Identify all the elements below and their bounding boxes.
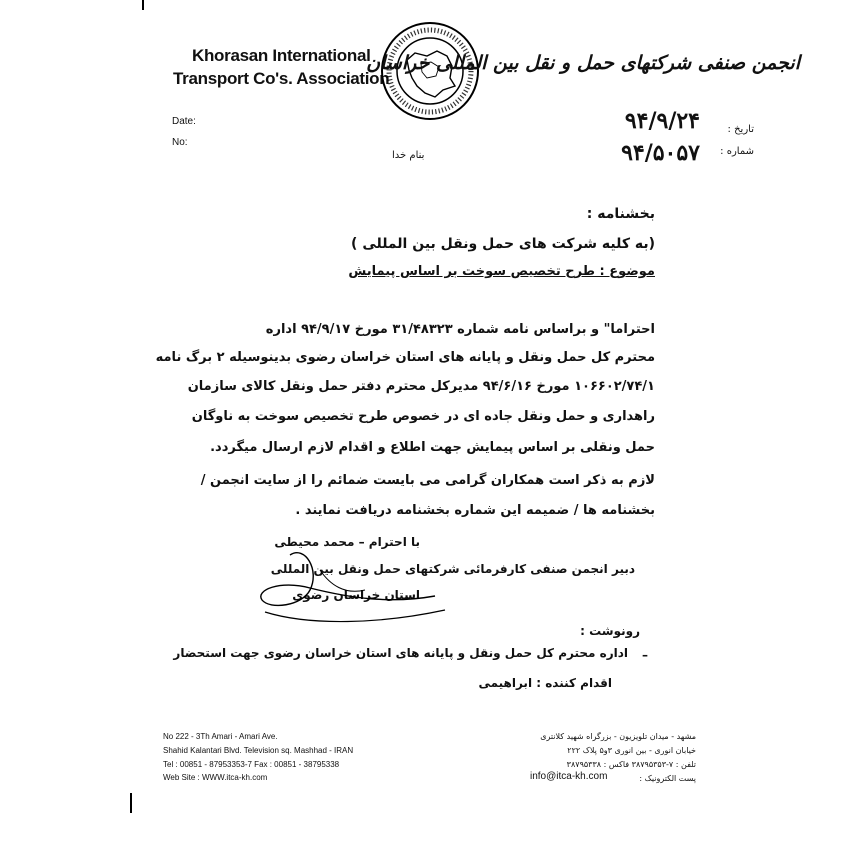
body-line: احتراما" و براساس نامه شماره ۳۱/۴۸۳۲۳ مورخ ۹۴/۹/۱۷ اداره <box>265 322 655 337</box>
invocation: بنام خدا <box>392 150 425 161</box>
footer-website: Web Site : WWW.itca-kh.com <box>163 773 268 782</box>
body-line: بخشنامه ها / ضمیمه این شماره بخشنامه دریافت نمایند . <box>295 503 655 518</box>
addressee: (به کلیه شرکت های حمل ونقل بین المللی ) <box>351 236 655 252</box>
action-by: اقدام کننده : ابراهیمی <box>478 676 612 690</box>
number-label-fa: شماره : <box>720 146 754 157</box>
body-line: ۱۰۶۶۰۲/۷۴/۱ مورخ ۹۴/۶/۱۶ مدیرکل محترم دفتر حمل ونقل کالای سازمان <box>187 379 655 394</box>
signer-title: دبیر انجمن صنفی کارفرمائی شرکتهای حمل ونقل بین المللی <box>270 562 635 576</box>
signer-title-2: استان خراسان رضوی <box>292 588 420 602</box>
body-line: راهداری و حمل ونقل جاده ای در خصوص طرح تخصیص سوخت به ناوگان <box>191 409 655 424</box>
footer-address-en-2: Shahid Kalantari Blvd. Television sq. Mashhad - IRAN <box>163 746 354 755</box>
association-name-en-line2: Transport Co's. Association <box>173 69 390 88</box>
scan-mark-left <box>130 793 132 813</box>
body-line: حمل ونقلی بر اساس پیمایش جهت اطلاع و اقدام لازم ارسال میگردد. <box>210 440 655 455</box>
association-name-fa: انجمن صنفی شرکتهای حمل و نقل بین المللی خراسان <box>366 52 800 74</box>
scan-mark-top <box>142 0 144 10</box>
subject-line: موضوع : طرح تخصیص سوخت بر اساس پیمایش <box>348 264 655 279</box>
closing-line: با احترام – محمد محیطی <box>274 535 420 549</box>
date-label-en: Date: <box>172 116 196 127</box>
cc-line: اداره محترم کل حمل ونقل و پایانه های استان خراسان رضوی جهت استحضار <box>173 646 628 660</box>
association-name-en-line1: Khorasan International <box>192 46 371 65</box>
cc-bullet: – <box>642 648 648 662</box>
footer-address-en-1: No 222 - 3Th Amari - Amari Ave. <box>163 732 278 741</box>
date-label-fa: تاریخ : <box>727 124 754 135</box>
cc-heading: رونوشت : <box>580 624 640 638</box>
footer-email-label: پست الکترونیک : <box>639 774 696 783</box>
footer-address-fa-2: خیابان انوری - بین انوری ۳و۵ پلاک ۲۲۲ <box>567 746 696 755</box>
footer-address-fa-1: مشهد - میدان تلویزیون - بزرگراه شهید کلانتری <box>540 732 696 741</box>
handwritten-signature <box>250 540 460 630</box>
footer-tel-fax-fa: تلفن : ۷-۳۸۷۹۵۳۵۳ فاکس : ۳۸۷۹۵۳۳۸ <box>566 760 696 769</box>
footer-tel-fax-en: Tel : 00851 - 87953353-7 Fax : 00851 - 38795338 <box>163 760 340 769</box>
body-line: محترم کل حمل ونقل و پایانه های استان خراسان رضوی بدینوسیله ۲ برگ نامه <box>155 350 655 365</box>
footer-email[interactable]: info@itca-kh.com <box>530 771 608 782</box>
body-line: لازم به ذکر است همکاران گرامی می بایست ضمائم را از سایت انجمن / <box>200 473 655 488</box>
no-label-en: No: <box>172 137 188 148</box>
number-value: ۹۴/۵۰۵۷ <box>621 140 700 166</box>
circular-heading: بخشنامه : <box>586 206 655 222</box>
date-value: ۹۴/۹/۲۴ <box>624 108 700 134</box>
